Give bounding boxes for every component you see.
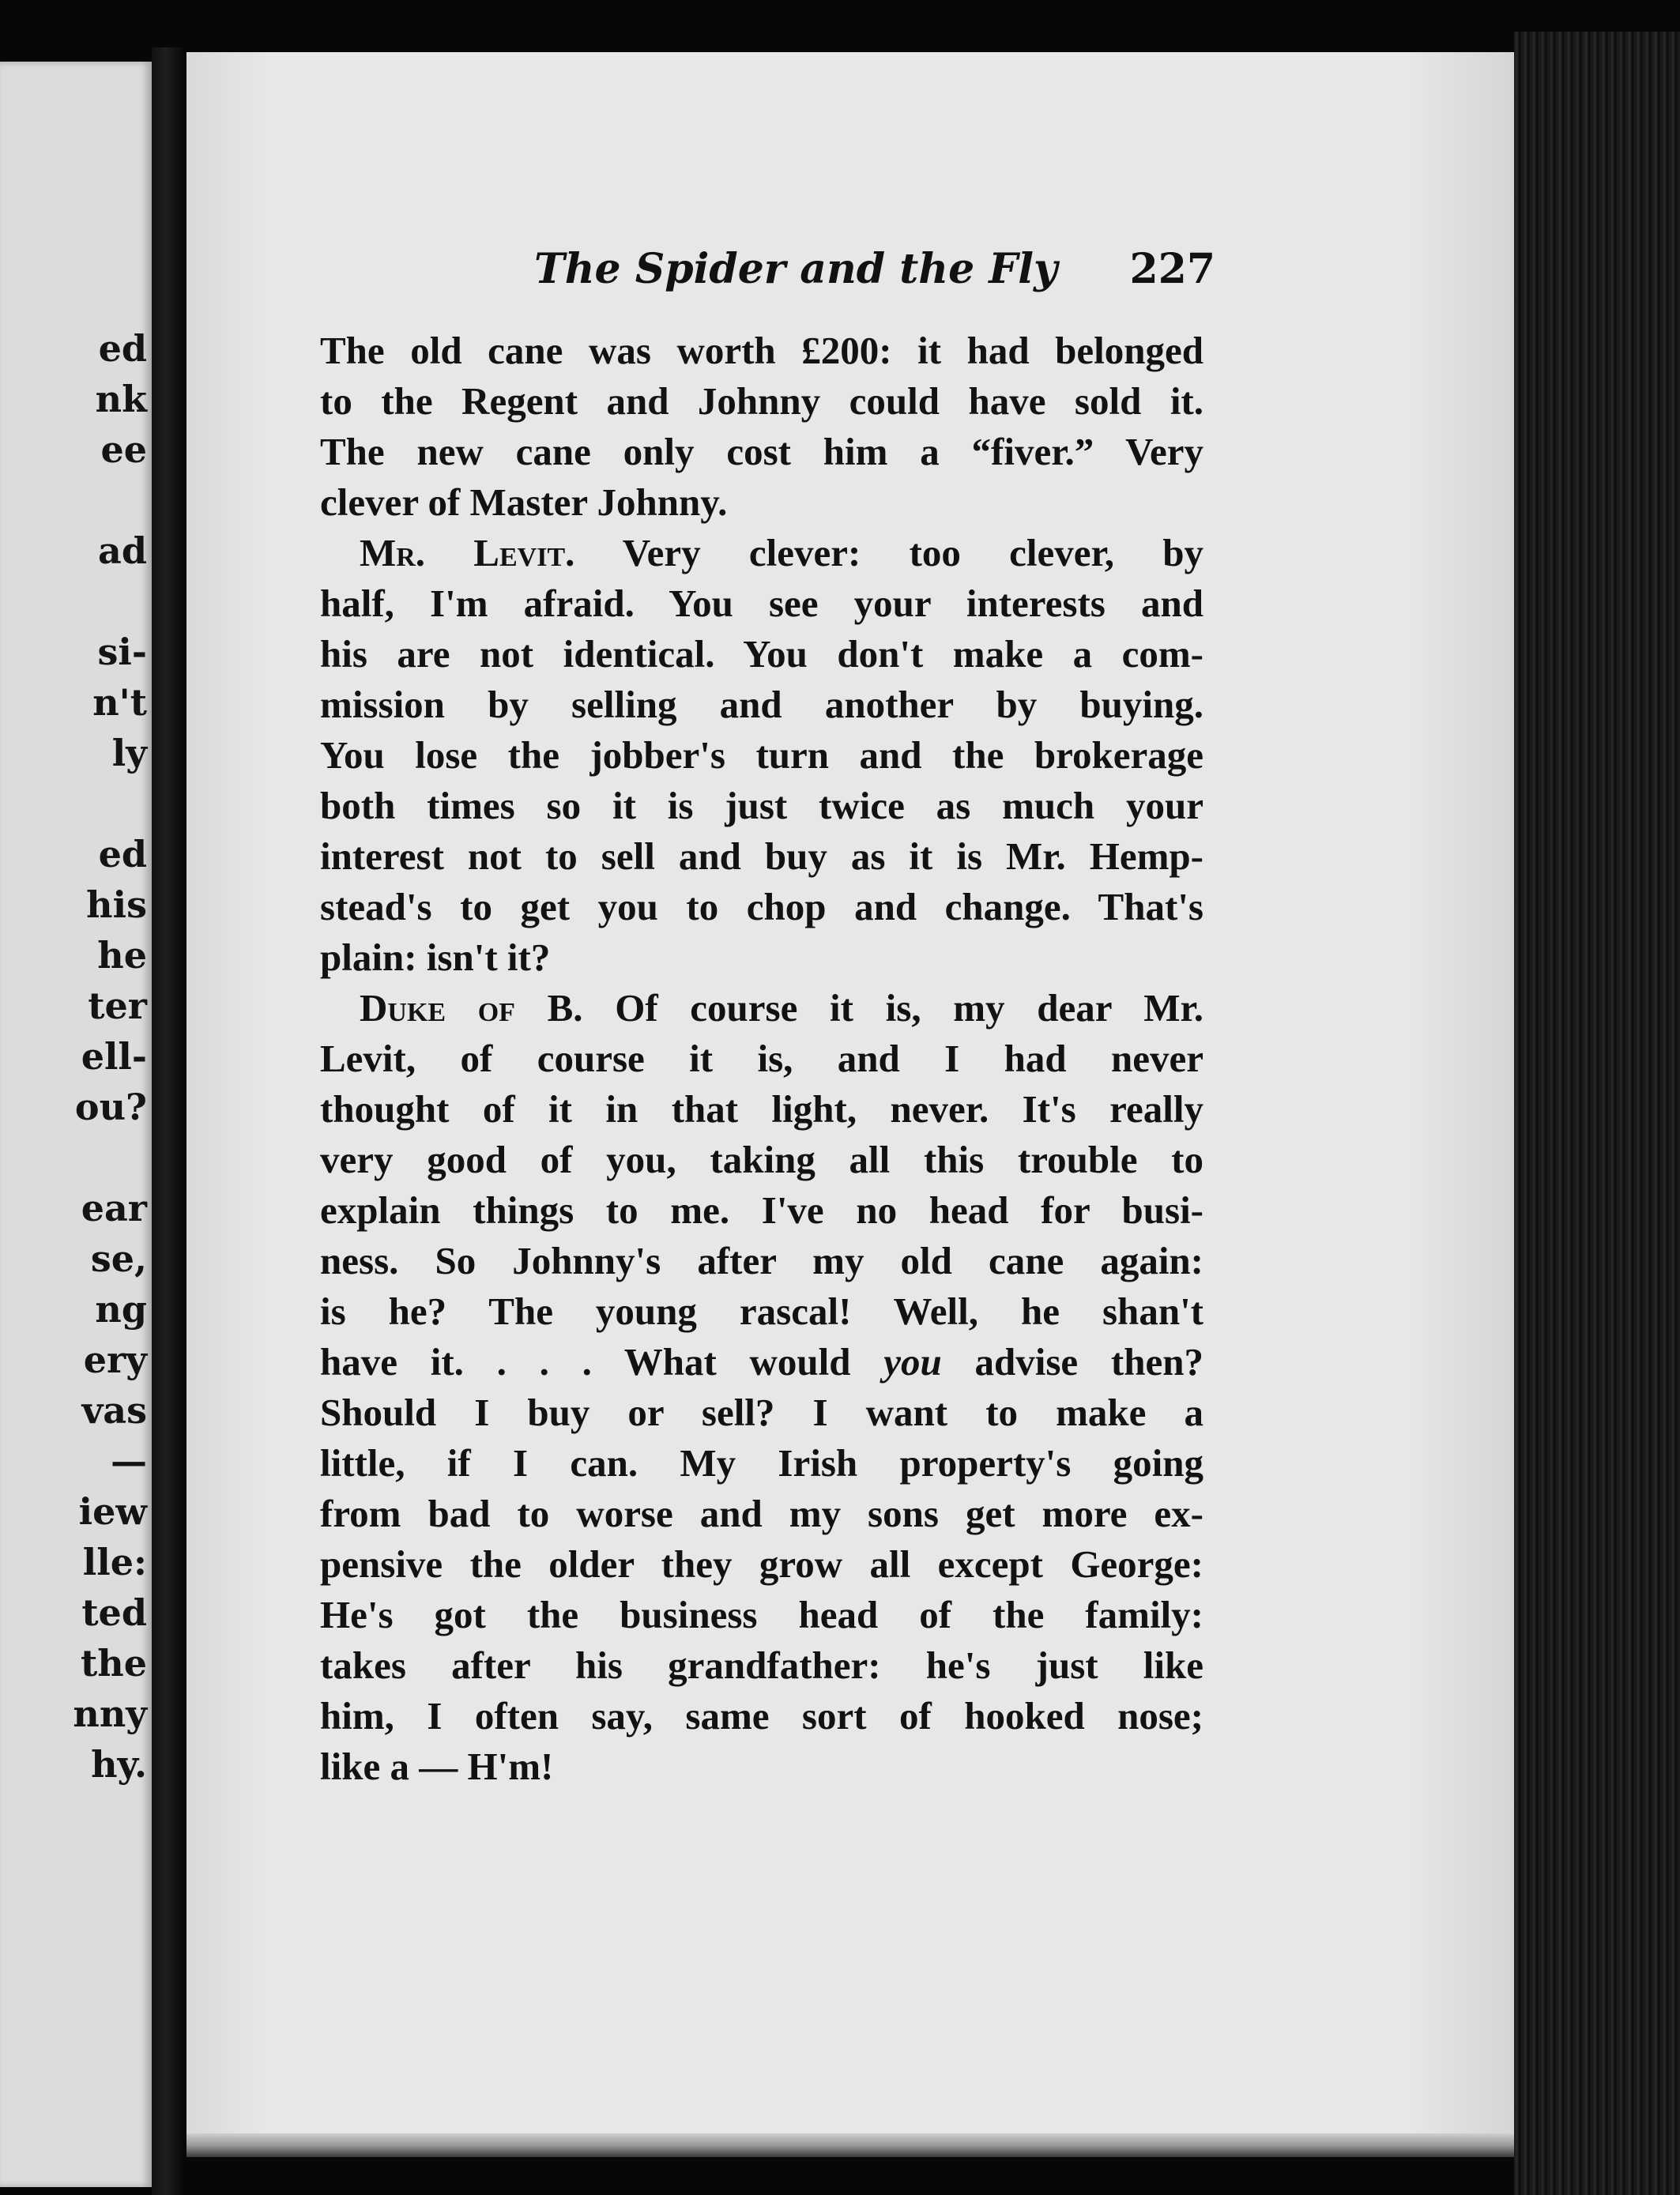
left-page-line-fragment: ng [95, 1288, 147, 1331]
speaker-name: Duke of B. [360, 986, 583, 1030]
text-line: The old cane was worth £200: it had belonged [320, 329, 1203, 372]
left-page-line-fragment: ell- [81, 1035, 147, 1078]
text-line: his are not identical. You don't make a com- [320, 632, 1203, 676]
speaker-name: Mr. Levit. [360, 531, 575, 574]
left-page-line-fragment: hy. [91, 1743, 147, 1786]
text-line: him, I often say, same sort of hooked nose; [320, 1694, 1203, 1738]
speech-text: advise then? [941, 1340, 1203, 1384]
text-line: stead's to get you to chop and change. That's [320, 885, 1203, 928]
left-page-line-fragment: ou? [74, 1086, 147, 1128]
text-line: He's got the business head of the family: [320, 1593, 1203, 1636]
text-line: is he? The young rascal! Well, he shan't [320, 1290, 1203, 1333]
text-line: Should I buy or sell? I want to make a [320, 1391, 1203, 1434]
left-page-line-fragment: si- [97, 631, 147, 673]
text-line: The new cane only cost him a “fiver.” Very [320, 430, 1203, 473]
text-line: half, I'm afraid. You see your interests and [320, 582, 1203, 625]
left-page-line-fragment: iew [78, 1490, 147, 1533]
left-page-line-fragment: ed [98, 833, 147, 875]
left-page-line-fragment: ad [98, 529, 147, 572]
page-header [534, 242, 1215, 297]
text-line: interest not to sell and buy as it is Mr. Hemp- [320, 834, 1203, 878]
left-page-line-fragment: nny [73, 1692, 147, 1735]
text-line [320, 1337, 1203, 1387]
left-page-line-fragment: ly [111, 732, 147, 774]
text-line: thought of it in that light, never. It's really [320, 1087, 1203, 1131]
text-line: mission by selling and another by buying. [320, 683, 1203, 726]
speech-text: Of course it is, my dear Mr. [582, 986, 1203, 1030]
page-body-text [320, 326, 1203, 1792]
left-page-line-fragment: n't [92, 681, 147, 724]
text-line: both times so it is just twice as much your [320, 784, 1203, 827]
left-page-line-fragment: ed [98, 327, 147, 370]
text-line: You lose the jobber's turn and the brokerage [320, 733, 1203, 777]
previous-page-fragment [0, 62, 152, 2187]
book-gutter [152, 47, 186, 2195]
left-page-line-fragment: vas [81, 1389, 147, 1432]
text-line: plain: isn't it? [320, 936, 551, 979]
text-line: very good of you, taking all this trouble to [320, 1138, 1203, 1181]
text-line: from bad to worse and my sons get more ex- [320, 1492, 1203, 1535]
text-line: Levit, of course it is, and I had never [320, 1037, 1203, 1080]
left-page-line-fragment: the [81, 1642, 147, 1685]
page-number: 227 [1129, 245, 1215, 293]
speech-text: Very clever: too clever, by [574, 531, 1203, 574]
page-stack-edge [1514, 32, 1680, 2195]
left-page-line-fragment: ear [81, 1187, 147, 1229]
left-page-line-fragment: ted [81, 1591, 147, 1634]
page-bottom-edge [186, 2133, 1514, 2157]
left-page-line-fragment: he [97, 934, 147, 977]
left-page-line-fragment: ee [100, 428, 147, 471]
text-line: ness. So Johnny's after my old cane again: [320, 1239, 1203, 1282]
left-page-line-fragment: ter [88, 985, 147, 1027]
left-page-line-fragment: lle: [82, 1541, 147, 1583]
text-line: to the Regent and Johnny could have sold it. [320, 379, 1203, 423]
speech-text: have it. . . . What would [320, 1340, 851, 1384]
left-page-line-fragment: his [86, 883, 147, 926]
text-line: little, if I can. My Irish property's going [320, 1441, 1203, 1485]
text-line: pensive the older they grow all except George: [320, 1542, 1203, 1586]
emphasis-text: you [883, 1340, 942, 1384]
left-page-line-fragment: nk [95, 378, 147, 420]
text-line: explain things to me. I've no head for busi- [320, 1188, 1203, 1232]
running-title: The Spider and the Fly [534, 245, 1058, 293]
text-line: takes after his grandfather: he's just like [320, 1643, 1203, 1687]
text-line [320, 528, 1203, 578]
left-page-line-fragment: — [111, 1440, 147, 1482]
text-line: clever of Master Johnny. [320, 480, 728, 524]
left-page-line-fragment: se, [90, 1237, 147, 1280]
text-line [320, 983, 1203, 1033]
left-page-line-fragment: ery [83, 1338, 147, 1381]
text-line: like a — H'm! [320, 1745, 554, 1788]
